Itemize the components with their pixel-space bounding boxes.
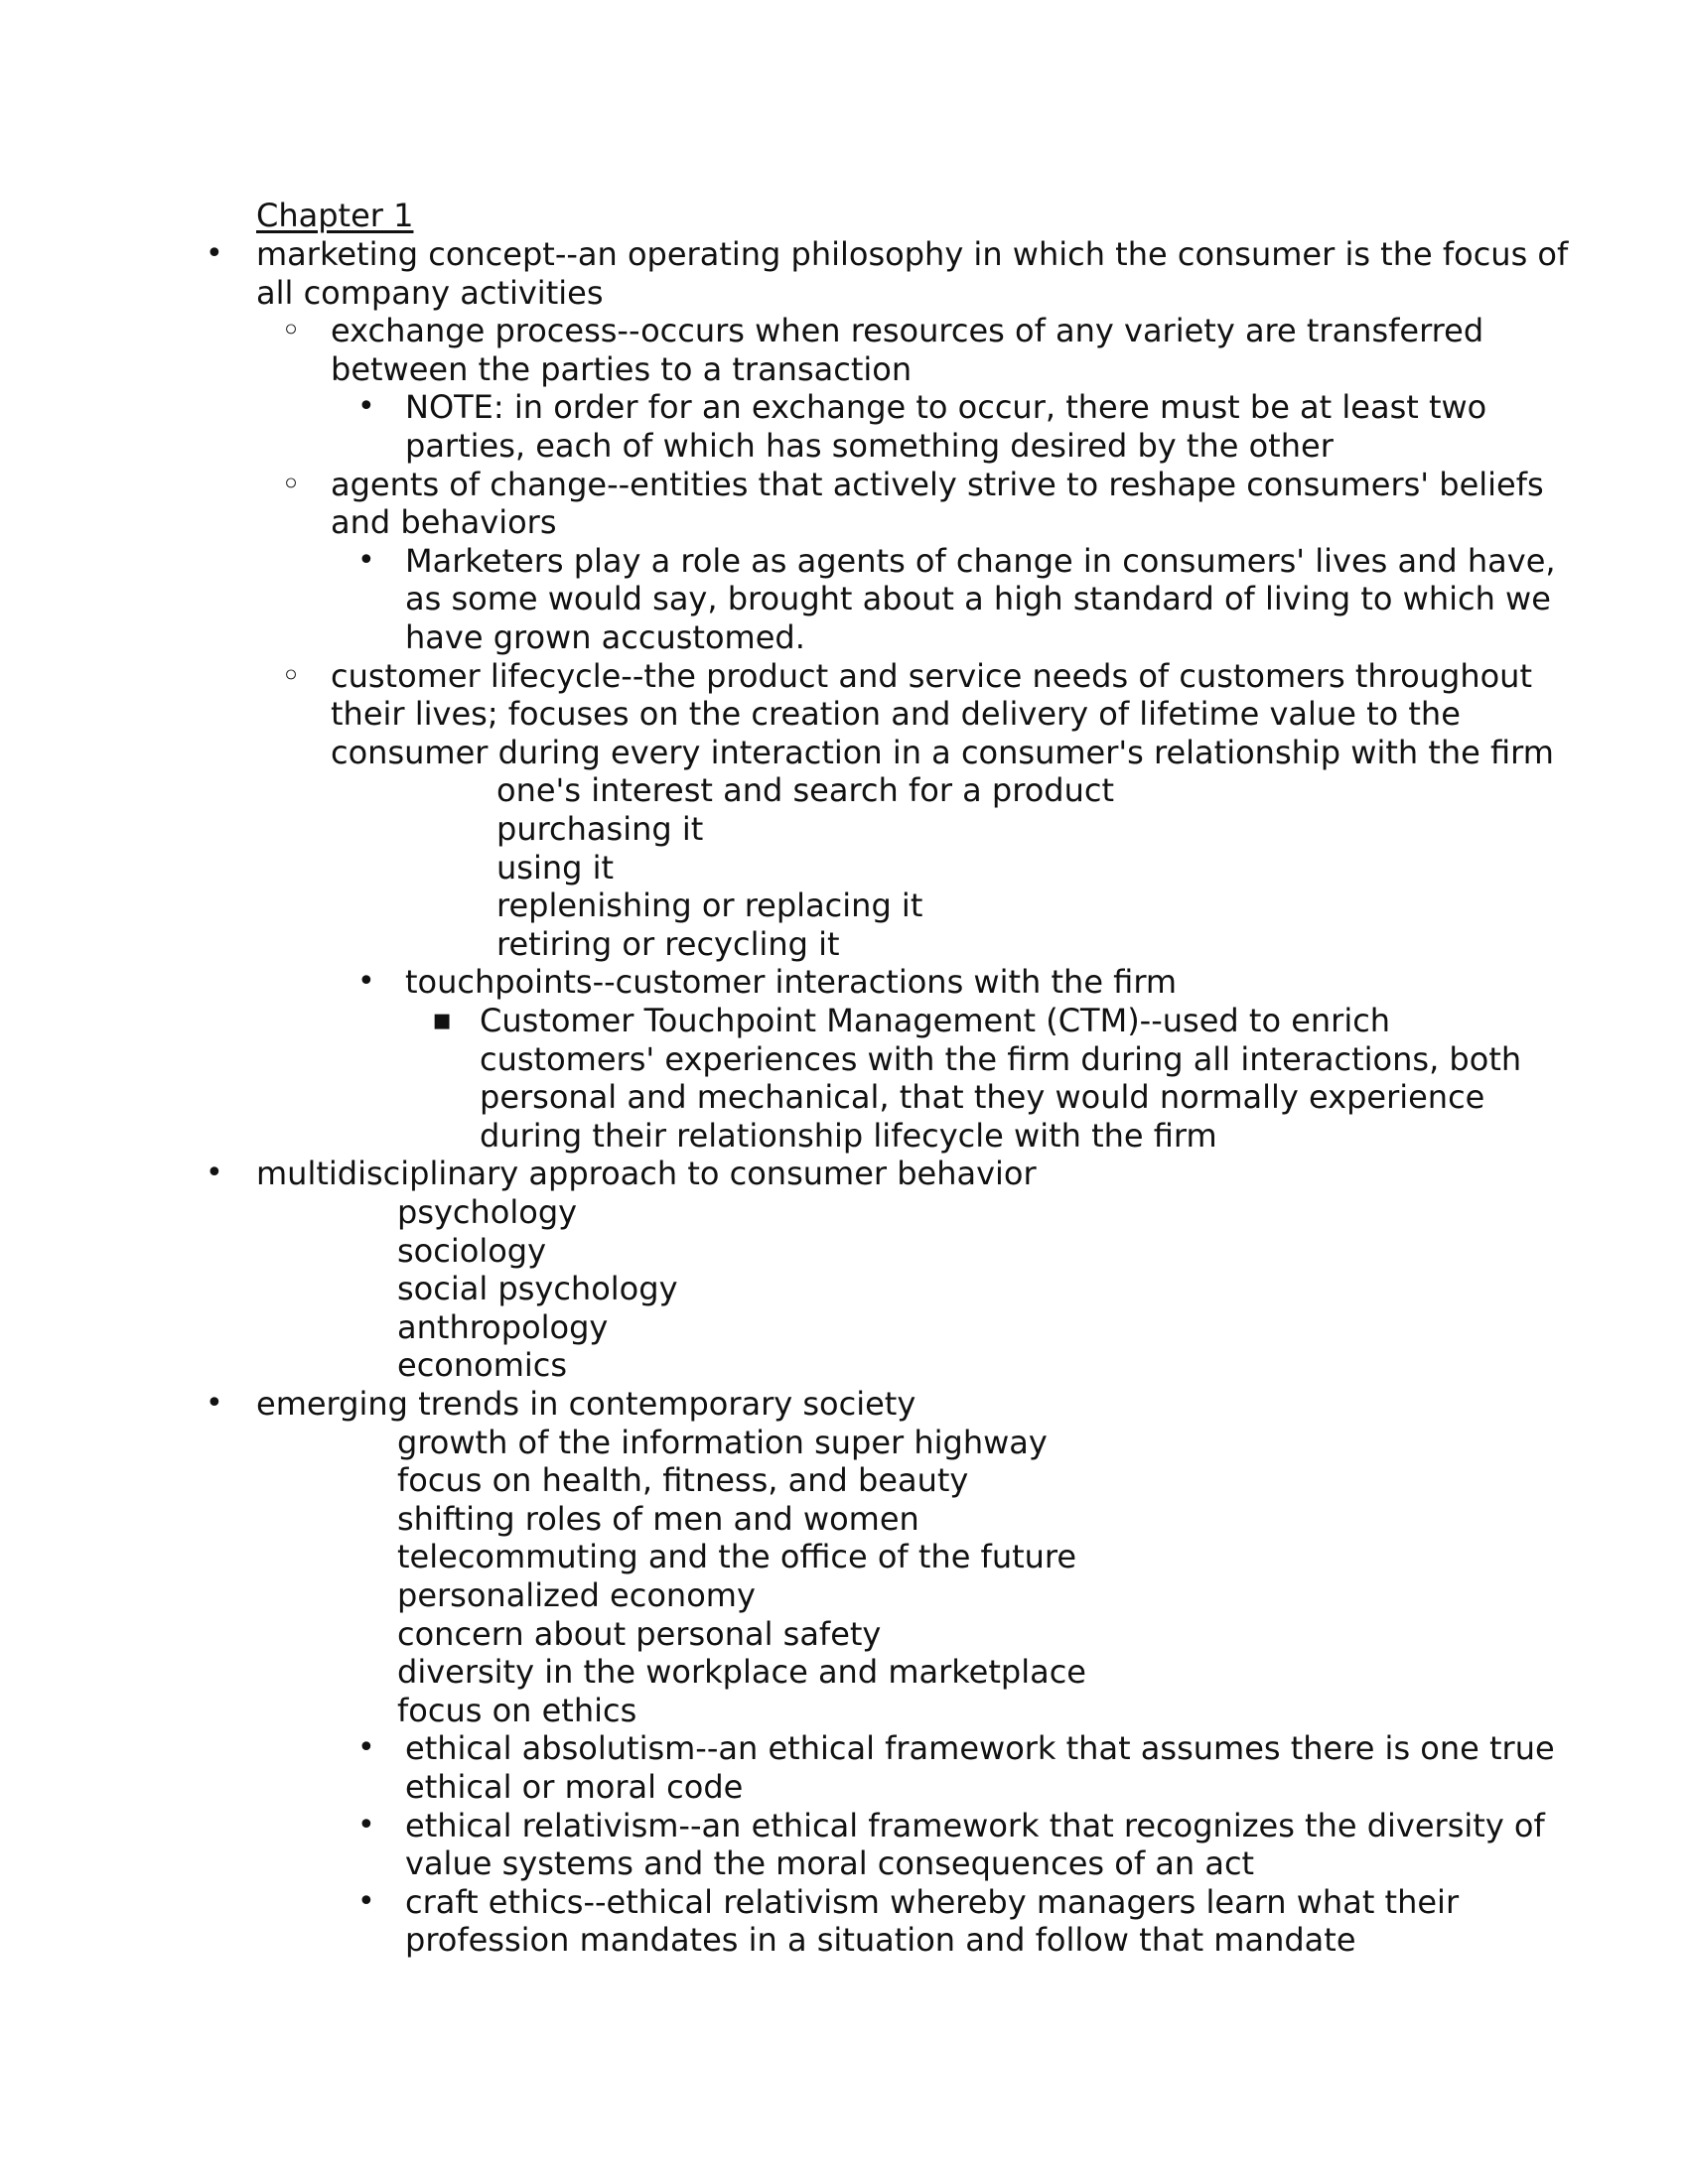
- outline-line: purchasing it: [496, 810, 704, 848]
- outline-line: focus on ethics: [397, 1691, 637, 1729]
- outline-line: parties, each of which has something desired by the other: [405, 427, 1334, 465]
- outline-line: during their relationship lifecycle with the firm: [480, 1116, 1217, 1155]
- outline-line: exchange process--occurs when resources of any variety are transferred: [331, 312, 1484, 350]
- outline-line: consumer during every interaction in a consumer's relationship with the firm: [331, 733, 1554, 771]
- outline-line: between the parties to a transaction: [331, 349, 913, 388]
- outline-line: focus on health, fitness, and beauty: [397, 1461, 969, 1500]
- outline-line: and behaviors: [331, 503, 557, 542]
- outline-line: telecommuting and the office of the future: [397, 1538, 1077, 1576]
- outline-line: economics: [397, 1346, 568, 1385]
- outline-line: customer lifecycle--the product and service needs of customers throughout: [331, 656, 1532, 695]
- outline-line: growth of the information super highway: [397, 1423, 1048, 1461]
- outline-line: using it: [496, 848, 615, 887]
- disc-bullet-icon: [206, 235, 223, 273]
- outline-line: shifting roles of men and women: [397, 1499, 919, 1538]
- outline-line: social psychology: [397, 1270, 678, 1308]
- outline-line: personal and mechanical, that they would normally experience: [480, 1078, 1485, 1117]
- outline-line: replenishing or replacing it: [496, 887, 923, 925]
- outline-line: Marketers play a role as agents of change in consumers' lives and have,: [405, 541, 1556, 580]
- outline-line: marketing concept--an operating philosophy in which the consumer is the focus of: [256, 235, 1569, 273]
- circle-bullet-icon: [281, 657, 301, 697]
- outline-line: as some would say, brought about a high standard of living to which we: [405, 580, 1551, 618]
- outline-line: diversity in the workplace and marketplace: [397, 1653, 1086, 1692]
- outline-line: concern about personal safety: [397, 1614, 882, 1653]
- outline-line: psychology: [397, 1193, 578, 1231]
- outline-line: personalized economy: [397, 1576, 756, 1614]
- outline-line: retiring or recycling it: [496, 924, 840, 963]
- outline-line: one's interest and search for a product: [496, 771, 1114, 810]
- square-bullet-icon: [432, 1002, 452, 1039]
- disc-bullet-icon: [357, 1883, 375, 1921]
- chapter-title: Chapter 1: [256, 197, 414, 234]
- outline-line: their lives; focuses on the creation and delivery of lifetime value to the: [331, 695, 1461, 734]
- circle-bullet-icon: [281, 466, 301, 505]
- disc-bullet-icon: [357, 1729, 375, 1767]
- disc-bullet-icon: [357, 963, 375, 1001]
- disc-bullet-icon: [357, 542, 375, 580]
- outline-line: emerging trends in contemporary society: [256, 1385, 916, 1423]
- outline-line: agents of change--entities that actively strive to reshape consumers' beliefs: [331, 465, 1544, 503]
- disc-bullet-icon: [357, 1807, 375, 1844]
- outline-line: touchpoints--customer interactions with the firm: [405, 963, 1178, 1002]
- outline-line: value systems and the moral consequences of an act: [405, 1844, 1255, 1883]
- outline-line: have grown accustomed.: [405, 618, 805, 656]
- outline-line: anthropology: [397, 1307, 609, 1346]
- outline-line: craft ethics--ethical relativism whereby managers learn what their: [405, 1882, 1460, 1921]
- outline-line: multidisciplinary approach to consumer behavior: [256, 1155, 1037, 1193]
- disc-bullet-icon: [206, 1385, 223, 1423]
- outline-line: all company activities: [256, 273, 604, 312]
- disc-bullet-icon: [206, 1155, 223, 1192]
- outline-line: ethical relativism--an ethical framework that recognizes the diversity of: [405, 1806, 1545, 1844]
- outline-line: NOTE: in order for an exchange to occur, there must be at least two: [405, 388, 1487, 427]
- outline-line: customers' experiences with the firm during all interactions, both: [480, 1039, 1522, 1078]
- outline-line: ethical or moral code: [405, 1768, 744, 1806]
- outline-line: ethical absolutism--an ethical framework that assumes there is one true: [405, 1729, 1555, 1768]
- outline-line: sociology: [397, 1231, 547, 1270]
- circle-bullet-icon: [281, 312, 301, 351]
- disc-bullet-icon: [357, 388, 375, 426]
- outline-line: Customer Touchpoint Management (CTM)--used to enrich: [480, 1002, 1391, 1039]
- outline-line: profession mandates in a situation and follow that mandate: [405, 1921, 1356, 1960]
